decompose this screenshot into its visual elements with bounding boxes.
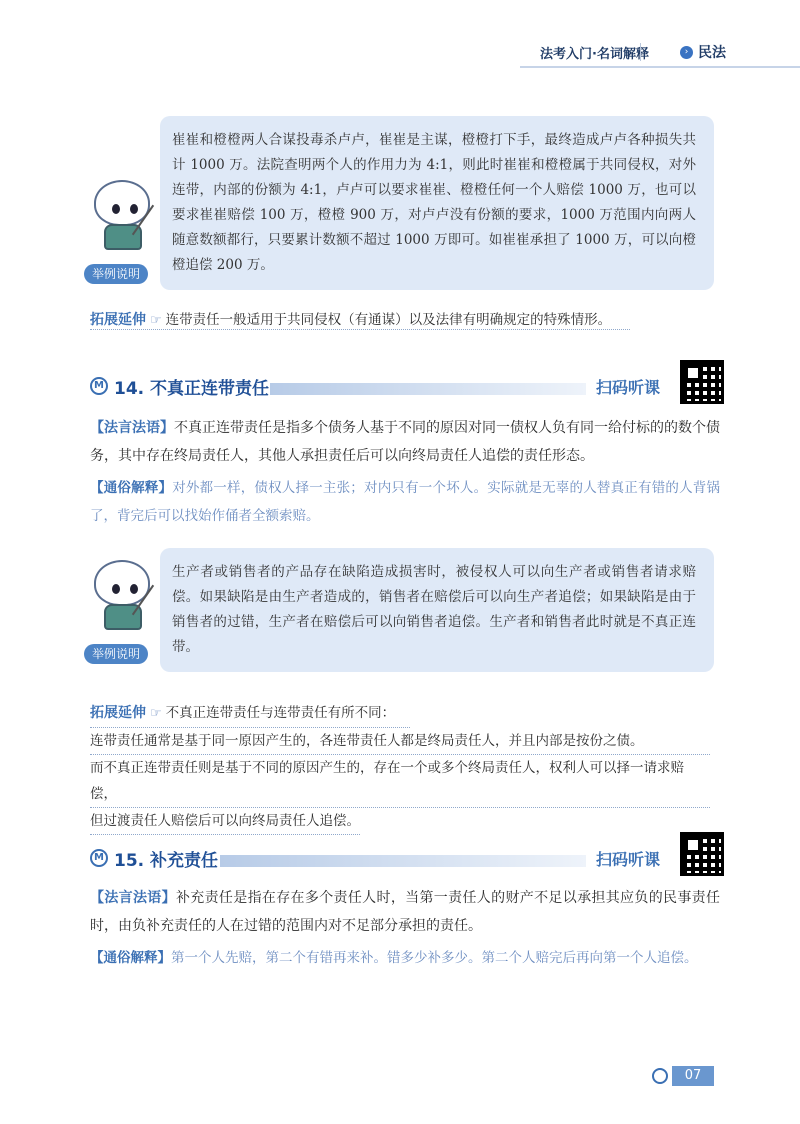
header-separator <box>640 43 641 61</box>
extend-line-3: 但过渡责任人赔偿后可以向终局责任人追偿。 <box>90 808 360 835</box>
section-bar <box>220 855 586 867</box>
example-box-1 <box>160 116 714 290</box>
section-bar <box>270 383 586 395</box>
section-15-legal <box>90 884 720 940</box>
subject-label: 民法 <box>698 45 726 61</box>
scan-label-15: 扫码听课 <box>596 850 661 869</box>
example-2-text: 生产者或销售者的产品存在缺陷造成损害时，被侵权人可以向生产者或销售者请求赔偿。如果缺陷是由生产者造成的，销售者在赔偿后可以向生产者追偿；如果缺陷是由于销售者的过错，生产者在赔偿后可以向销售者追偿。生产者和销售者此时就是不真正连带。 <box>172 564 696 655</box>
example-box-2 <box>160 548 714 672</box>
legal-text: 补充责任是指在存在多个责任人时，当第一责任人的财产不足以承担其应负的民事责任时，由负补充责任的人在过错的范围内对不足部分承担的责任。 <box>90 890 720 934</box>
section-15-plain <box>90 944 720 972</box>
section-15-title: 15. 补充责任 <box>114 851 219 871</box>
page-number: 07 <box>672 1066 714 1086</box>
section-14-plain <box>90 474 720 530</box>
plain-label: 【通俗解释】 <box>90 950 171 966</box>
section-14-title: 14. 不真正连带责任 <box>114 379 270 399</box>
book-label: 法考入门·名词解释 <box>540 47 649 62</box>
chevron-right-icon: › <box>680 46 693 59</box>
example-tag-2: 举例说明 <box>84 644 148 664</box>
header-rule <box>520 66 800 68</box>
extend-title-2: 拓展延伸 <box>90 705 146 721</box>
extend-note-2 <box>90 700 710 835</box>
page-footer <box>652 1066 714 1086</box>
section-14-header <box>90 374 726 400</box>
legal-label: 【法言法语】 <box>90 890 176 906</box>
section-badge-icon: M <box>90 377 108 395</box>
plain-label: 【通俗解释】 <box>90 480 173 496</box>
section-15-header <box>90 846 726 872</box>
plain-text: 第一个人先赔，第二个有错再来补。错多少补多少。第二个人赔完后再向第一个人追偿。 <box>171 950 698 966</box>
qr-code-icon[interactable] <box>680 832 724 876</box>
extend-line-2: 而不真正连带责任则是基于不同的原因产生的，存在一个或多个终局责任人，权利人可以择一请求赔偿， <box>90 755 710 808</box>
extend-line-0: 不真正连带责任与连带责任有所不同： <box>165 705 396 721</box>
scan-label-14: 扫码听课 <box>596 378 661 397</box>
extend-line-1: 连带责任通常是基于同一原因产生的，各连带责任人都是终局责任人，并且内部是按份之债。 <box>90 728 710 755</box>
legal-text: 不真正连带责任是指多个债务人基于不同的原因对同一债权人负有同一给付标的的数个债务，其中存在终局责任人，其他人承担责任后可以向终局责任人追偿的责任形态。 <box>90 420 720 464</box>
extend-text-1: 连带责任一般适用于共同侵权（有通谋）以及法律有明确规定的特殊情形。 <box>165 312 612 328</box>
page-badge-icon <box>652 1068 668 1084</box>
section-14-legal <box>90 414 720 470</box>
extend-note-1 <box>90 308 630 330</box>
legal-label: 【法言法语】 <box>90 420 174 436</box>
section-badge-icon: M <box>90 849 108 867</box>
qr-code-icon[interactable] <box>680 360 724 404</box>
page-header <box>520 40 800 66</box>
extend-title-1: 拓展延伸 <box>90 312 146 328</box>
pointing-hand-icon: ☞ <box>150 706 162 721</box>
example-tag-1: 举例说明 <box>84 264 148 284</box>
pointing-hand-icon: ☞ <box>150 313 162 328</box>
example-1-text: 崔崔和橙橙两人合谋投毒杀卢卢，崔崔是主谋，橙橙打下手，最终造成卢卢各种损失共计 1000 万。法院查明两个人的作用力为 4:1，则此时崔崔和橙橙属于共同侵权，对外连带，内部的份额为 4:1，卢卢可以要求崔崔、橙橙任何一个人赔偿 1000 万，也可以要求崔崔赔偿 100 万，橙橙 900 万，对卢卢没有份额的要求，1000 万范围内向两人随意数额都行，只要累计数额不超过 1000 万即可。如崔崔承担了 1000 万，可以向橙橙追偿 200 万。 <box>172 132 696 273</box>
plain-text: 对外都一样，债权人择一主张；对内只有一个坏人。实际就是无辜的人替真正有错的人背锅了，背完后可以找始作俑者全额索赔。 <box>90 480 721 524</box>
